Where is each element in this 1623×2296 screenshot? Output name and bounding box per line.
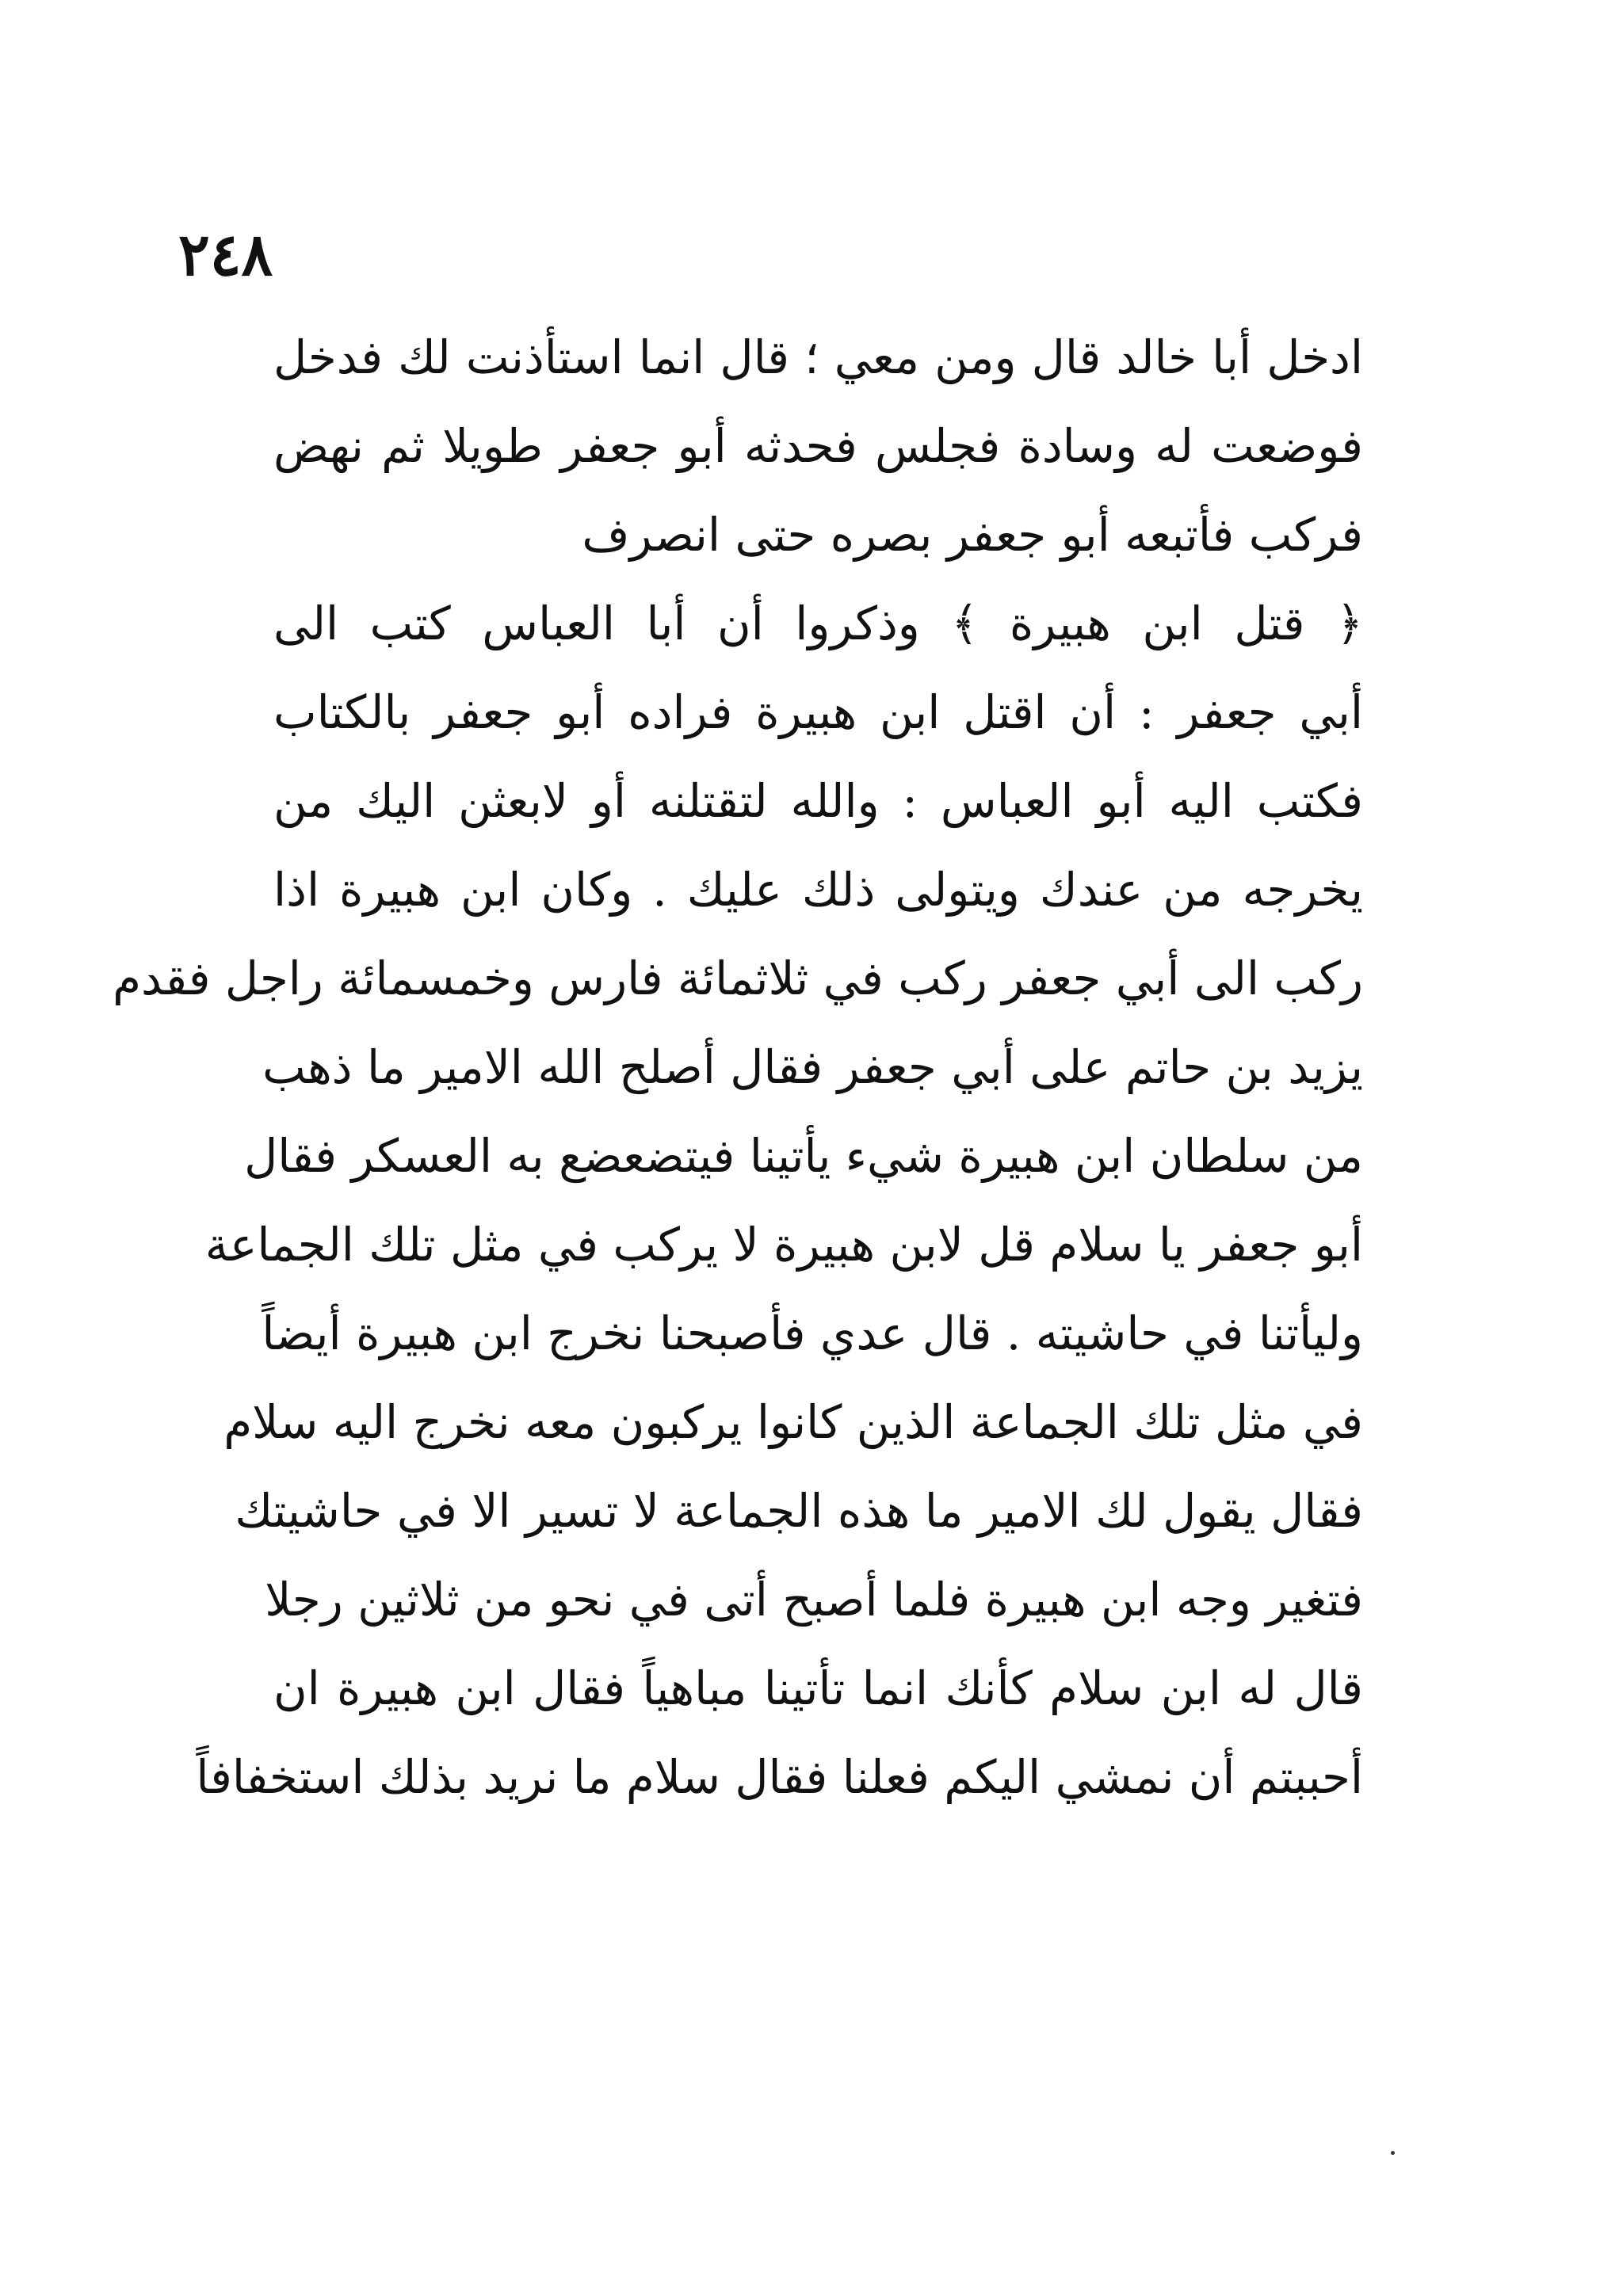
text-line: ادخل أبا خالد قال ومن معي ؛ قال انما استأذنت لك فدخل (273, 330, 1363, 384)
text-line: ركب الى أبي جعفر ركب في ثلاثمائة فارس وخمسمائة راجل فقدم (113, 952, 1363, 1005)
text-line: يزيد بن حاتم على أبي جعفر فقال أصلح الله الامير ما ذهب (262, 1040, 1363, 1094)
text-line: فقال يقول لك الامير ما هذه الجماعة لا تسير الا في حاشيتك (235, 1484, 1363, 1538)
text-line: في مثل تلك الجماعة الذين كانوا يركبون معه نخرج اليه سلام (223, 1395, 1363, 1449)
text-line: قال له ابن سلام كأنك انما تأتينا مباهياً فقال ابن هبيرة ان (273, 1661, 1363, 1715)
page-number: ٢٤٨ (178, 221, 273, 289)
scan-speck (1391, 2151, 1395, 2155)
section-heading-line: ﴿ قتل ابن هبيرة ﴾ وذكروا أن أبا العباس كتب الى (273, 597, 1363, 650)
text-line: أبي جعفر : أن اقتل ابن هبيرة فراده أبو جعفر بالكتاب (273, 685, 1363, 739)
text-line: فكتب اليه أبو العباس : والله لتقتلنه أو لابعثن اليك من (273, 774, 1363, 828)
text-line: فركب فأتبعه أبو جعفر بصره حتى انصرف (582, 508, 1363, 562)
text-line: من سلطان ابن هبيرة شيء يأتينا فيتضعضع به العسكر فقال (244, 1129, 1363, 1183)
text-line: أحببتم أن نمشي اليكم فعلنا فقال سلام ما نريد بذلك استخفافاً (196, 1750, 1363, 1804)
body-text (113, 313, 1363, 1821)
text-line: فتغير وجه ابن هبيرة فلما أصبح أتى في نحو من ثلاثين رجلا (265, 1573, 1363, 1627)
text-line: يخرجه من عندك ويتولى ذلك عليك . وكان ابن هبيرة اذا (273, 863, 1363, 917)
text-line: وليأتنا في حاشيته . قال عدي فأصبحنا نخرج ابن هبيرة أيضاً (262, 1306, 1363, 1360)
text-line: أبو جعفر يا سلام قل لابن هبيرة لا يركب في مثل تلك الجماعة (204, 1218, 1363, 1272)
text-line: فوضعت له وسادة فجلس فحدثه أبو جعفر طويلا ثم نهض (273, 419, 1363, 473)
